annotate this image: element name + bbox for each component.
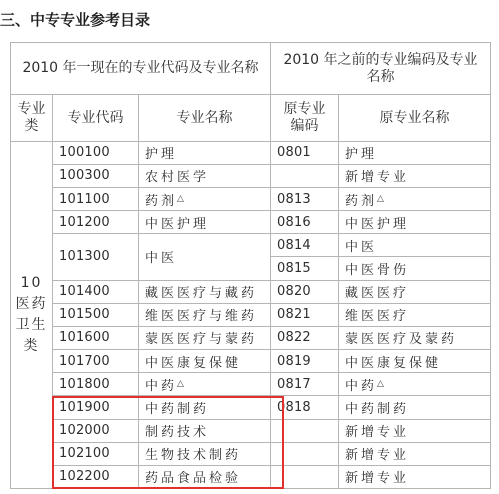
old-name-text: 药剂 xyxy=(345,193,378,209)
name-text: 中医 xyxy=(145,251,178,267)
header-code: 专业代码 xyxy=(53,95,139,141)
old-name-text: 新增专业 xyxy=(345,448,410,464)
old-code-cell: 0815 xyxy=(271,257,339,280)
name-cell xyxy=(139,326,271,349)
table-body xyxy=(11,141,491,488)
name-cell xyxy=(139,141,271,164)
old-code-cell xyxy=(271,164,339,187)
name-cell xyxy=(139,350,271,373)
code-cell: 101500 xyxy=(53,303,139,326)
code-cell: 101800 xyxy=(53,373,139,396)
major-catalog-table xyxy=(10,42,491,489)
name-text: 维医医疗与维药 xyxy=(145,309,258,325)
name-text: 护理 xyxy=(145,147,178,163)
triangle-mark: △ xyxy=(377,193,384,204)
old-code-cell: 0822 xyxy=(271,326,339,349)
table-row xyxy=(11,350,491,373)
name-text: 农村医学 xyxy=(145,170,210,186)
table-row xyxy=(11,187,491,210)
old-name-text: 中医护理 xyxy=(345,216,410,232)
code-cell: 101900 xyxy=(53,396,139,419)
old-name-cell xyxy=(339,187,491,210)
old-name-text: 新增专业 xyxy=(345,471,410,487)
header-old-name: 原专业名称 xyxy=(339,95,491,141)
triangle-mark: △ xyxy=(177,193,184,204)
code-cell: 101600 xyxy=(53,326,139,349)
old-name-text: 中医康复保健 xyxy=(345,355,442,371)
old-code-cell: 0814 xyxy=(271,234,339,257)
old-code-cell: 0801 xyxy=(271,141,339,164)
name-cell xyxy=(139,373,271,396)
old-code-cell xyxy=(271,419,339,442)
name-cell xyxy=(139,396,271,419)
old-code-cell: 0813 xyxy=(271,187,339,210)
code-cell: 101400 xyxy=(53,280,139,303)
header-name: 专业名称 xyxy=(139,95,271,141)
triangle-mark: △ xyxy=(177,378,184,389)
code-cell: 102200 xyxy=(53,465,139,488)
old-name-text: 维医医疗 xyxy=(345,309,410,325)
old-name-cell xyxy=(339,326,491,349)
table-row xyxy=(11,442,491,465)
name-text: 制药技术 xyxy=(145,425,210,441)
name-text: 中药制药 xyxy=(145,401,210,417)
old-name-cell xyxy=(339,141,491,164)
category-cell: 10 医药卫生类 xyxy=(11,141,53,488)
name-cell xyxy=(139,419,271,442)
old-name-cell xyxy=(339,280,491,303)
old-name-cell xyxy=(339,419,491,442)
table-row xyxy=(11,280,491,303)
old-code-cell: 0819 xyxy=(271,350,339,373)
old-name-text: 新增专业 xyxy=(345,425,410,441)
name-text: 蒙医医疗与蒙药 xyxy=(145,332,258,348)
name-cell xyxy=(139,303,271,326)
old-name-cell xyxy=(339,234,491,257)
header-group-old: 2010 年之前的专业编码及专业名称 xyxy=(271,43,491,95)
name-cell xyxy=(139,211,271,234)
header-group-new: 2010 年一现在的专业代码及专业名称 xyxy=(11,43,271,95)
table-row xyxy=(11,326,491,349)
old-name-cell xyxy=(339,465,491,488)
name-text: 藏医医疗与藏药 xyxy=(145,286,258,302)
name-text: 生物技术制药 xyxy=(145,448,242,464)
old-name-text: 中药 xyxy=(345,378,378,394)
old-code-cell: 0820 xyxy=(271,280,339,303)
header-category: 专业类 xyxy=(11,95,53,141)
old-name-text: 中医 xyxy=(345,239,378,255)
table-row xyxy=(11,396,491,419)
code-cell: 101700 xyxy=(53,350,139,373)
old-name-text: 蒙医医疗及蒙药 xyxy=(345,332,458,348)
old-name-text: 中医骨伤 xyxy=(345,263,410,279)
code-cell: 101200 xyxy=(53,211,139,234)
table-row xyxy=(11,303,491,326)
table-row xyxy=(11,373,491,396)
table-subheader-row xyxy=(11,95,491,141)
table-row xyxy=(11,419,491,442)
old-name-cell xyxy=(339,164,491,187)
old-name-cell xyxy=(339,303,491,326)
old-name-cell xyxy=(339,350,491,373)
table-row xyxy=(11,234,491,257)
old-code-cell: 0817 xyxy=(271,373,339,396)
code-cell: 102000 xyxy=(53,419,139,442)
old-code-cell: 0818 xyxy=(271,396,339,419)
code-cell: 101300 xyxy=(53,234,139,280)
table-header-row xyxy=(11,43,491,95)
old-name-cell xyxy=(339,442,491,465)
code-cell: 100300 xyxy=(53,164,139,187)
code-cell: 102100 xyxy=(53,442,139,465)
code-cell: 101100 xyxy=(53,187,139,210)
triangle-mark: △ xyxy=(377,378,384,389)
old-code-cell: 0821 xyxy=(271,303,339,326)
old-name-cell xyxy=(339,396,491,419)
name-cell xyxy=(139,465,271,488)
name-cell xyxy=(139,187,271,210)
name-text: 中药 xyxy=(145,378,178,394)
old-name-text: 新增专业 xyxy=(345,170,410,186)
old-name-cell xyxy=(339,373,491,396)
section-heading: 三、中专专业参考目录 xyxy=(0,11,151,29)
code-cell: 100100 xyxy=(53,141,139,164)
name-cell xyxy=(139,234,271,280)
header-old-code: 原专业编码 xyxy=(271,95,339,141)
old-code-cell: 0816 xyxy=(271,211,339,234)
old-name-text: 护理 xyxy=(345,147,378,163)
old-code-cell xyxy=(271,465,339,488)
table-row xyxy=(11,164,491,187)
name-cell xyxy=(139,164,271,187)
name-cell xyxy=(139,442,271,465)
name-text: 药品食品检验 xyxy=(145,471,242,487)
table-row xyxy=(11,465,491,488)
name-text: 中医康复保健 xyxy=(145,355,242,371)
old-name-text: 中药制药 xyxy=(345,401,410,417)
old-code-cell xyxy=(271,442,339,465)
table-row xyxy=(11,141,491,164)
old-name-cell xyxy=(339,211,491,234)
old-name-text: 藏医医疗 xyxy=(345,286,410,302)
name-cell xyxy=(139,280,271,303)
name-text: 中医护理 xyxy=(145,216,210,232)
old-name-cell xyxy=(339,257,491,280)
name-text: 药剂 xyxy=(145,193,178,209)
table-row xyxy=(11,211,491,234)
